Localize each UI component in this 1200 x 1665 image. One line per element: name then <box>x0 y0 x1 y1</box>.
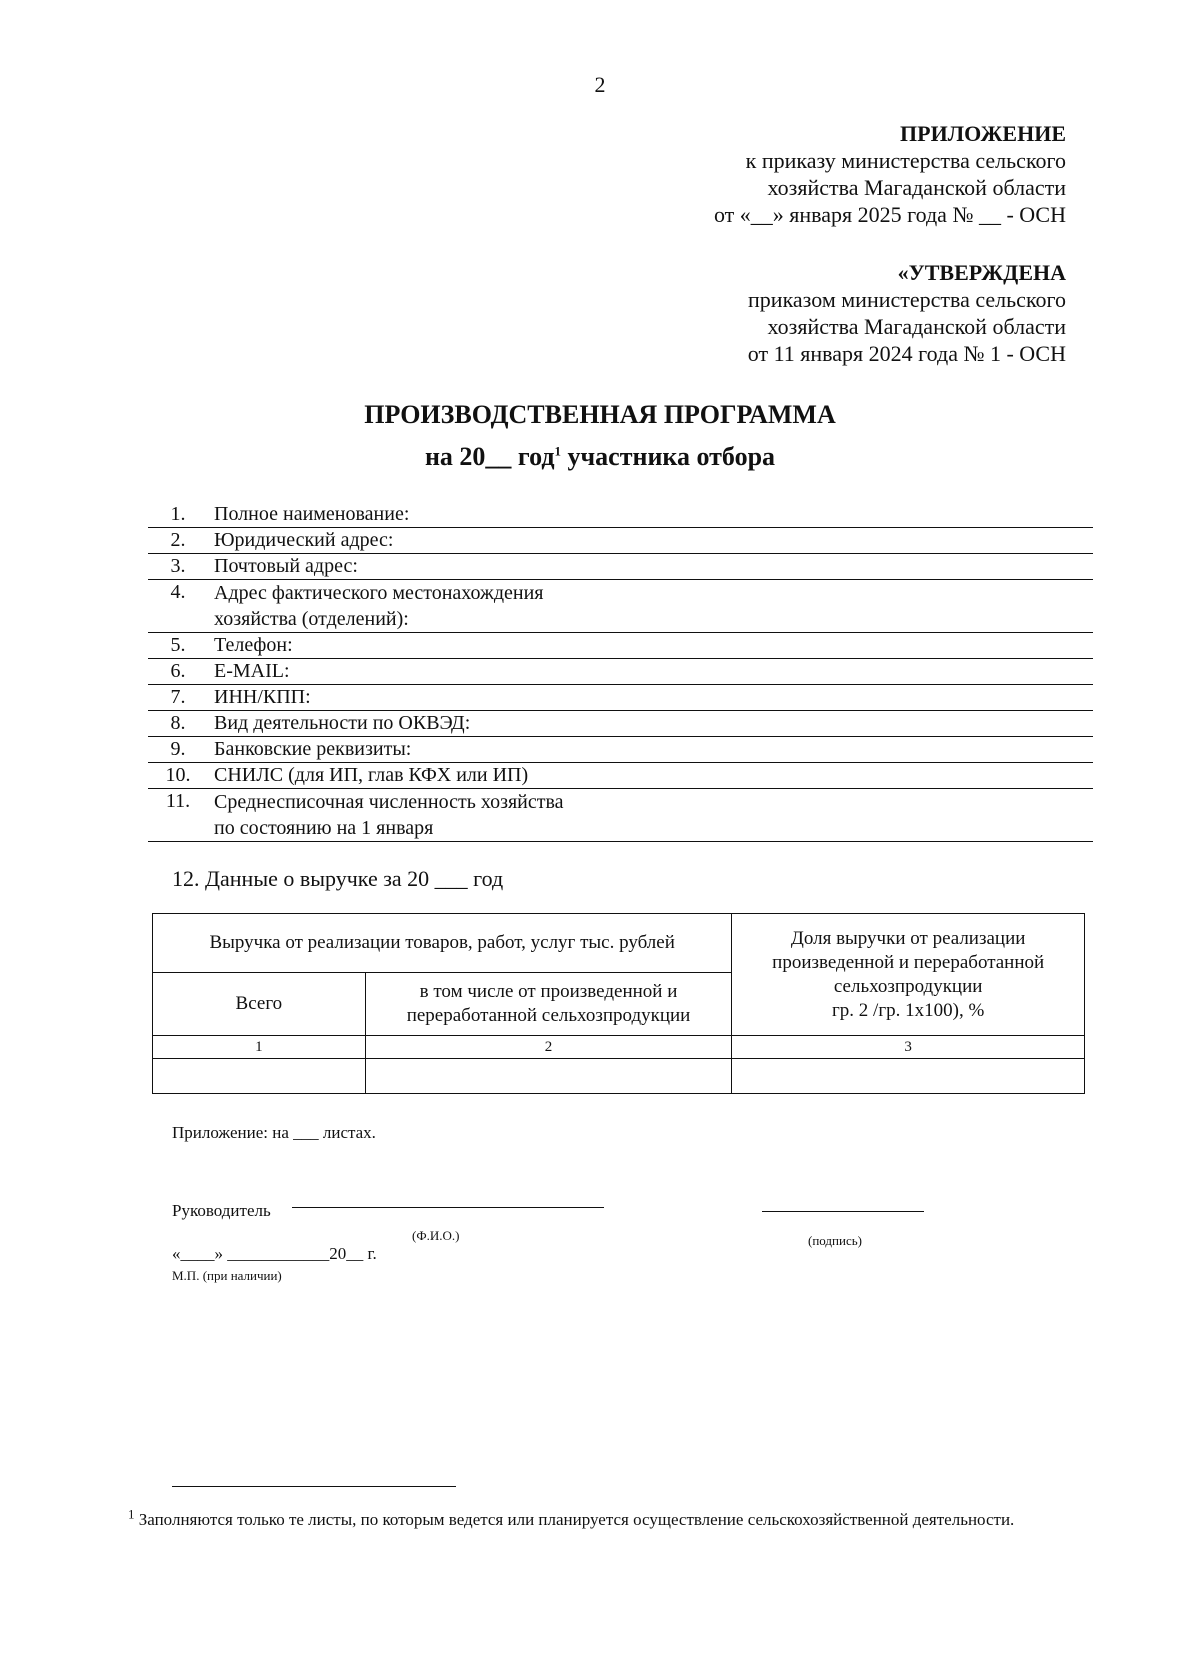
header-including-line-2: переработанной сельхозпродукции <box>406 1005 691 1026</box>
revenue-table <box>152 913 1085 1094</box>
col-number-1: 1 <box>153 1036 366 1059</box>
field-okved <box>148 711 1093 737</box>
field-email <box>148 659 1093 685</box>
field-number: 4. <box>170 581 186 603</box>
section-12-heading: 12. Данные о выручке за 20 ___ год <box>172 866 504 891</box>
field-inn-kpp <box>148 685 1093 711</box>
header-share-line-1: Доля выручки от реализации <box>790 927 1026 949</box>
field-label <box>208 580 544 632</box>
approved-line-3: от 11 января 2024 года № 1 - ОСН <box>747 341 1066 366</box>
footnote <box>128 1506 1068 1530</box>
field-label: Юридический адрес: <box>214 529 394 551</box>
field-phone <box>148 633 1093 659</box>
footnote-separator <box>172 1486 456 1487</box>
field-number: 11. <box>165 790 191 812</box>
header-share-line-3: сельхозпродукции <box>833 975 983 997</box>
field-number: 7. <box>148 685 208 711</box>
field-label-line-2: хозяйства (отделений): <box>214 608 409 630</box>
field-postal-address <box>148 554 1093 580</box>
appendix-block <box>714 120 1066 228</box>
page-number: 2 <box>594 72 606 97</box>
approved-line-2: хозяйства Магаданской области <box>767 314 1066 339</box>
field-label: Почтовый адрес: <box>214 555 358 577</box>
header-share-line-2: произведенной и переработанной <box>772 951 1045 973</box>
approved-heading: «УТВЕРЖДЕНА <box>897 260 1066 285</box>
field-label-line-1: Адрес фактического местонахождения <box>214 582 544 604</box>
header-including <box>365 973 732 1036</box>
field-label: Банковские реквизиты: <box>214 738 412 760</box>
field-label: СНИЛС (для ИП, глав КФХ или ИП) <box>214 764 529 786</box>
document-subtitle <box>0 442 1200 472</box>
field-headcount <box>148 789 1093 842</box>
approved-block <box>748 259 1066 367</box>
field-label: ИНН/КПП: <box>214 686 311 708</box>
signature-line[interactable] <box>762 1211 924 1212</box>
field-snils <box>148 763 1093 789</box>
footnote-mark: 1 <box>128 1506 135 1522</box>
subtitle-suffix: участника отбора <box>560 442 776 471</box>
document-title: ПРОИЗВОДСТВЕННАЯ ПРОГРАММА <box>364 400 836 429</box>
field-number: 6. <box>148 659 208 685</box>
header-revenue: Выручка от реализации товаров, работ, услуг тыс. рублей <box>153 914 732 973</box>
col-number-2: 2 <box>365 1036 732 1059</box>
field-label: Телефон: <box>214 634 293 656</box>
value-total-cell[interactable] <box>153 1059 366 1094</box>
subtitle-prefix: на 20__ год <box>424 442 555 471</box>
field-number: 8. <box>148 711 208 737</box>
footnote-ref: 1 <box>554 443 561 459</box>
field-label: Полное наименование: <box>214 503 410 525</box>
field-number: 10. <box>148 763 208 789</box>
field-label <box>208 789 564 841</box>
field-label: Вид деятельности по ОКВЭД: <box>214 712 471 734</box>
field-actual-address <box>148 580 1093 633</box>
field-number: 1. <box>148 502 208 528</box>
value-share-cell[interactable] <box>732 1059 1085 1094</box>
approved-line-1: приказом министерства сельского <box>748 287 1066 312</box>
header-total: Всего <box>153 973 366 1036</box>
field-number: 5. <box>148 633 208 659</box>
attachment-line: Приложение: на ___ листах. <box>172 1123 376 1142</box>
appendix-line-2: хозяйства Магаданской области <box>767 175 1066 200</box>
field-label-line-1: Среднесписочная численность хозяйства <box>214 791 564 813</box>
appendix-heading: ПРИЛОЖЕНИЕ <box>900 121 1066 146</box>
field-label: E-MAIL: <box>214 660 290 682</box>
header-including-line-1: в том числе от произведенной и <box>419 981 678 1002</box>
signature-caption: (подпись) <box>808 1233 862 1248</box>
stamp-label: М.П. (при наличии) <box>172 1268 282 1283</box>
fio-caption: (Ф.И.О.) <box>412 1228 460 1243</box>
date-line: «____» ____________20__ г. <box>172 1244 377 1263</box>
header-share <box>732 914 1085 1036</box>
field-label-line-2: по состоянию на 1 января <box>214 817 434 839</box>
field-full-name <box>148 502 1093 528</box>
field-bank-details <box>148 737 1093 763</box>
field-number: 3. <box>148 554 208 580</box>
field-legal-address <box>148 528 1093 554</box>
appendix-line-3: от «__» января 2025 года № __ - ОСН <box>713 202 1066 227</box>
appendix-line-1: к приказу министерства сельского <box>745 148 1066 173</box>
col-number-3: 3 <box>732 1036 1085 1059</box>
field-number: 9. <box>148 737 208 763</box>
footnote-text: Заполняются только те листы, по которым ведется или планируется осуществление сельскохозяйственной деятельности. <box>134 1510 1015 1529</box>
fio-line[interactable] <box>292 1207 604 1208</box>
participant-fields <box>148 502 1093 842</box>
field-number: 2. <box>148 528 208 554</box>
head-label: Руководитель <box>172 1201 271 1220</box>
value-including-cell[interactable] <box>365 1059 732 1094</box>
header-share-line-4: гр. 2 /гр. 1х100), % <box>832 999 985 1021</box>
